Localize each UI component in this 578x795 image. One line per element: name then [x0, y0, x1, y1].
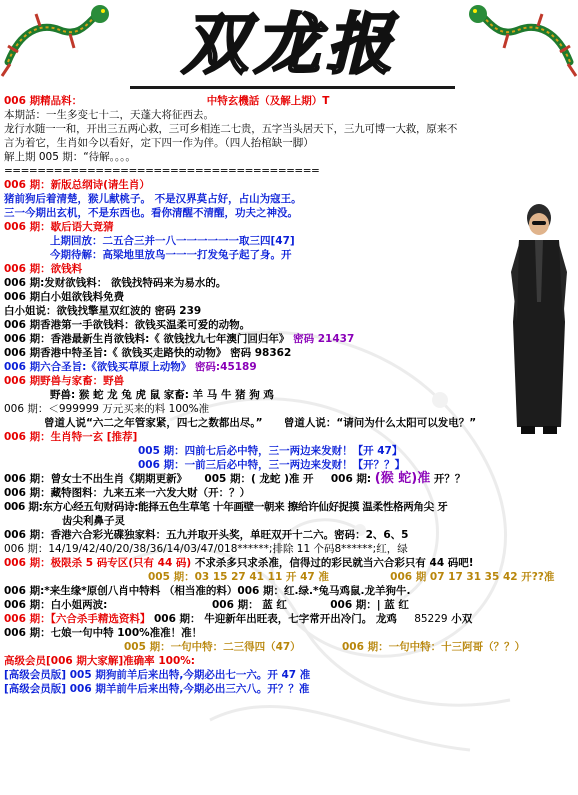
money-line-6-text: 006 期香港中特圣旨:《 欲钱买走路快的动物》 — [4, 347, 227, 359]
more-line-10-b: 蓝 红 — [262, 599, 287, 611]
buy-quote-1: 曾道人说“六二之年管家紧，四七之数都出尽。” — [44, 417, 263, 429]
money-title: 006 期：欲钱料 — [4, 263, 83, 275]
more-line-8-b: 006 期 07 17 31 35 42 开??准 — [390, 571, 555, 583]
more-line-4: 齿尖利鼻子灵 — [62, 515, 125, 527]
more-line-11: 006 期：白小姐两波: — [4, 599, 108, 611]
header-center: 中特玄機話（及解上期）T — [206, 95, 330, 107]
more-line-12-d: 85229 — [414, 613, 448, 625]
money-line-5-text: 006 期：香港最新生肖欲钱料:《 欲钱找九七年澳门回归年》 — [4, 333, 290, 345]
man-in-robe-photo — [505, 202, 573, 437]
more-line-14-a: 005 期：一句中特：二三得四（47） — [124, 641, 301, 653]
zodiac-line-1: 005 期：四前七后必中特，三一两边来发财！【开 47】 — [138, 445, 403, 457]
money-line-3: 白小姐说：欲钱找擎星双红波的 密码 239 — [4, 305, 202, 317]
more-line-10-c: 006 期：| 蓝 红 — [330, 599, 409, 611]
zodiac-line-2: 006 期：一前三后必中特，三一两边来发财！【开？？】 — [138, 459, 406, 471]
more-line-3: 006 期:东方心经五句财码诗:能择五色生草笔 十年画壁一朝来 擦给许仙好捉摸 温柔性格两角尖 牙 — [4, 501, 448, 513]
more-line-1 — [4, 472, 509, 486]
riddle2-line-1: 上期回放：二五合三并一八一一一一一一取三四[47] — [50, 235, 295, 247]
riddle-line-2: 龙行水随一一和，开出三五两心救，三可乡相连二七贵，五字当头居天下，三九可博一大救，原来不 — [4, 123, 458, 135]
vip-line-1: [高级会员版] 005 期狗前羊后来出特,今期必出七一六。开 47 准 — [4, 669, 311, 681]
vip-line-2: [高级会员版] 006 期羊前牛后来出特,今期必出三六八。开？？准 — [4, 683, 310, 695]
money-line-5-code: 密码 21437 — [293, 333, 355, 345]
more-line-7-b: 不求杀多只求杀准，信得过的彩民就当六合彩只有 44 码吧! — [194, 557, 474, 569]
separator-line: ====================================== — [4, 165, 320, 177]
more-line-1-c: 006 期: — [330, 473, 372, 485]
poem-line-2: 三一今期出玄机，不是东西也。看你清醒不清醒，功夫之神没。 — [4, 207, 298, 219]
more-line-9: 006 期:*来生缘*原创八肖中特料 （相当准的料）006 期：红.绿.*兔马鸡鼠.龙羊狗牛. — [4, 585, 411, 597]
more-line-13: 006 期：七娘一句中特 100%准准！准！ — [4, 627, 203, 639]
riddle2-title: 006 期：歇后语大竟猜 — [4, 221, 114, 233]
header-label: 006 期精品料： — [4, 95, 83, 107]
more-line-10-a: 006 期： — [212, 599, 259, 611]
main-content — [4, 92, 555, 696]
riddle2-line-2: 今期待解：高梁地里放鸟一一一打发兔子起了身。开 — [50, 249, 292, 261]
money-line-5 — [4, 332, 509, 346]
wild-title: 006 期野兽与家畜：野兽 — [4, 375, 125, 387]
more-line-1-a: 006 期：曾女士不出生肖《期期更新》 — [4, 473, 188, 485]
more-line-12-b: 006 期： — [153, 613, 201, 625]
more-line-1-b: 005 期：( 龙蛇 )准 开 — [204, 473, 314, 485]
money-line-7-code: 密码:45189 — [194, 361, 257, 373]
riddle-line-3: 言为着它，生肖如今以看好，定下四一作为伴。（四人抬棺缺一脚） — [4, 137, 314, 149]
money-line-7 — [4, 360, 509, 374]
money-line-4: 006 期香港第一手欲钱料：欲钱买温柔可爱的动物。 — [4, 319, 251, 331]
zodiac-title: 006 期：生肖特一玄 [推荐] — [4, 431, 138, 443]
more-line-2: 006 期：藏特图料：九来五来一六发大财（开：？） — [4, 487, 251, 499]
more-line-12-c: 牛迎新年出旺表，七字常开出冷门。 龙鸡 — [204, 613, 397, 625]
buy-line-1: 006 期：＜999999 万元买来的料 100%准 — [4, 403, 210, 415]
more-line-8 — [4, 570, 555, 584]
more-line-8-a: 005 期：03 15 27 41 11 开 47 准 — [148, 571, 329, 583]
more-line-14-b: 006 期：一句中特：十三阿哥（？？） — [342, 641, 526, 653]
more-line-1-e: 开？？ — [433, 473, 466, 485]
more-line-7 — [4, 556, 509, 570]
more-line-12 — [4, 612, 509, 626]
more-line-12-e: 小双 — [451, 613, 473, 625]
left-dragon-illustration — [0, 2, 110, 82]
masthead-underline — [130, 86, 455, 89]
money-line-1: 006 期:发财欲钱料： 欲钱找特码来为易水的。 — [4, 277, 227, 289]
poem-line-1: 猪前狗后着清楚，猴儿献桃子。 不是汉界莫占好，占山为寇王。 — [4, 193, 302, 205]
buy-quote-2: 曾道人说：“请问为什么太阳可以发电？” — [283, 417, 477, 429]
more-line-5: 006 期：香港六合彩光碟独家料：五九并取开头奖，单旺双开十二六。密码：2、6、5 — [4, 529, 409, 541]
more-line-7-a: 006 期：极限杀 5 码专区(只有 44 码) — [4, 557, 192, 569]
money-line-2: 006 期白小姐欲钱料免费 — [4, 291, 125, 303]
more-line-1-d: (猴 蛇)准 — [374, 471, 431, 486]
header-row — [4, 94, 509, 108]
riddle-line-4: 解上期 005 期：“待解。。。。 — [4, 151, 136, 163]
more-line-12-a: 006 期：【六合杀手精选资料】 — [4, 613, 151, 625]
money-line-7-text: 006 期六合圣旨:《欲钱买草原上动物》 — [4, 361, 192, 373]
more-line-14 — [4, 640, 526, 654]
more-line-6: 006 期：14/19/42/40/20/38/36/14/03/47/018******;排除 11 个码8******;红，绿 — [4, 543, 408, 555]
masthead-title: 双龙报 — [182, 5, 398, 83]
wild-line-1: 野兽: 猴 蛇 龙 兔 虎 鼠 家畜: 羊 马 牛 猪 狗 鸡 — [50, 389, 274, 401]
poem-title: 006 期：新版总纲诗(请生肖） — [4, 179, 150, 191]
right-dragon-illustration — [468, 2, 578, 82]
vip-title: 高级会员[006 期大家解]准确率 100%: — [4, 655, 195, 667]
money-line-6-code: 密码 98362 — [230, 347, 292, 359]
buy-line-2 — [4, 416, 509, 430]
money-line-6 — [4, 346, 509, 360]
riddle-line-1: 本期話：一生多变七十二，天蓬大将征西去。 — [4, 109, 214, 121]
